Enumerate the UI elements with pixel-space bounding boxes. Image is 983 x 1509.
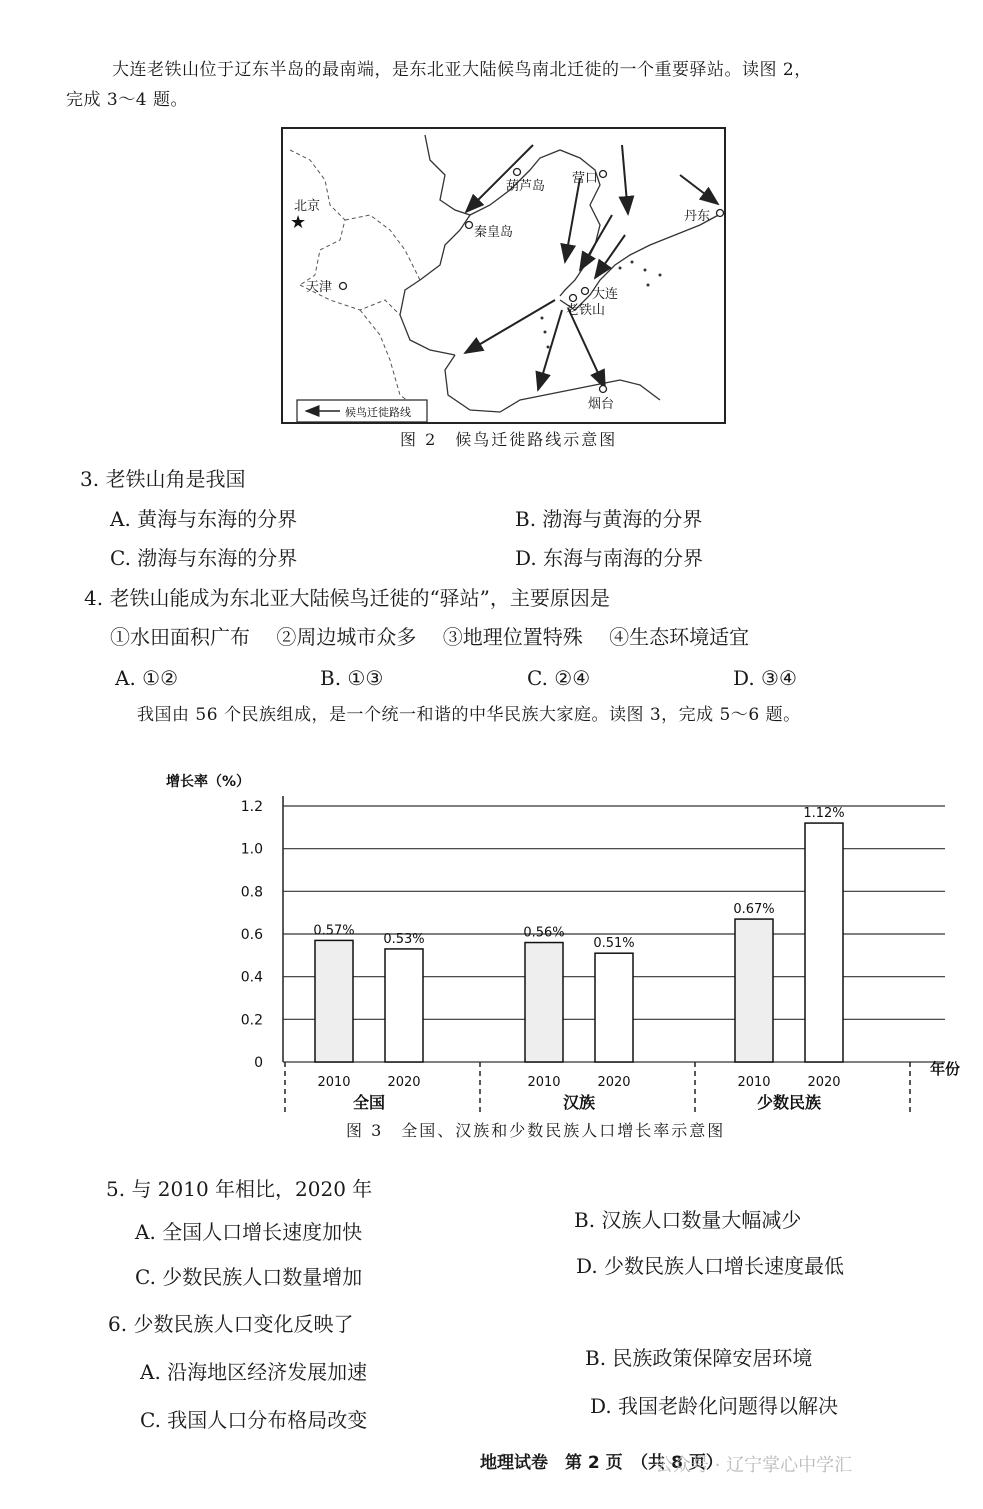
question-5-option-b[interactable]: B. 汉族人口数量大幅减少 bbox=[574, 1208, 802, 1232]
capital-star-icon: ★ bbox=[290, 212, 307, 233]
map-label-laotieshan: 老铁山 bbox=[566, 303, 606, 318]
y-tick-label: 0 bbox=[254, 1055, 263, 1071]
question-4-option-d[interactable]: D. ③④ bbox=[733, 666, 797, 690]
bar-少数民族-2020 bbox=[805, 823, 843, 1062]
bar-全国-2020 bbox=[385, 949, 423, 1062]
y-tick-label: 1.2 bbox=[240, 799, 263, 815]
question-3-stem: 3. 老铁山角是我国 bbox=[80, 467, 246, 491]
bar-汉族-2020 bbox=[595, 953, 633, 1062]
x-axis-title: 年份 bbox=[930, 1060, 961, 1078]
question-4-items: ①水田面积广布 ②周边城市众多 ③地理位置特殊 ④生态环境适宜 bbox=[110, 625, 750, 649]
data-label: 0.56% bbox=[523, 925, 565, 941]
figure3-caption: 图 3 全国、汉族和少数民族人口增长率示意图 bbox=[346, 1121, 726, 1140]
map-label-beijing: 北京 bbox=[294, 199, 321, 214]
x-tick-label: 2010 bbox=[527, 1075, 561, 1090]
question-4-stem: 4. 老铁山能成为东北亚大陆候鸟迁徙的“驿站”，主要原因是 bbox=[84, 586, 610, 610]
page-footer: 地理试卷 第 2 页 （共 8 页） bbox=[480, 1453, 723, 1473]
y-tick-label: 0.8 bbox=[240, 884, 263, 901]
map-label-huludao: 葫芦岛 bbox=[506, 179, 546, 194]
figure2-caption: 图 2 候鸟迁徙路线示意图 bbox=[400, 430, 618, 449]
y-tick-label: 0.6 bbox=[240, 927, 263, 943]
data-label: 0.53% bbox=[383, 931, 425, 947]
question-5-option-c[interactable]: C. 少数民族人口数量增加 bbox=[135, 1265, 363, 1289]
map-label-qinhuangdao: 秦皇岛 bbox=[474, 225, 514, 240]
map-label-dalian: 大连 bbox=[592, 287, 619, 302]
question-6-option-a[interactable]: A. 沿海地区经济发展加速 bbox=[140, 1360, 368, 1384]
intro-paragraph-line2: 完成 3～4 题。 bbox=[66, 90, 188, 110]
x-tick-label: 2020 bbox=[597, 1075, 631, 1090]
bar-全国-2010 bbox=[315, 940, 353, 1062]
question-5-stem: 5. 与 2010 年相比，2020 年 bbox=[106, 1177, 373, 1201]
question-5-option-d[interactable]: D. 少数民族人口增长速度最低 bbox=[576, 1254, 845, 1278]
data-label: 0.51% bbox=[593, 936, 635, 952]
question-4-option-a[interactable]: A. ①② bbox=[115, 666, 179, 690]
question-3-option-b[interactable]: B. 渤海与黄海的分界 bbox=[515, 507, 703, 531]
map-label-tianjin: 天津 bbox=[306, 280, 333, 295]
map-label-yingkou: 营口 bbox=[572, 171, 599, 186]
group-label: 汉族 bbox=[562, 1093, 596, 1112]
question-6-option-c[interactable]: C. 我国人口分布格局改变 bbox=[140, 1408, 368, 1432]
y-tick-label: 0.4 bbox=[240, 969, 263, 986]
intro2-paragraph: 我国由 56 个民族组成，是一个统一和谐的中华民族大家庭。读图 3，完成 5～6 题。 bbox=[137, 705, 801, 725]
map-label-yantai: 烟台 bbox=[588, 397, 615, 412]
intro-paragraph-line1: 大连老铁山位于辽东半岛的最南端，是东北亚大陆候鸟南北迁徙的一个重要驿站。读图 2， bbox=[112, 60, 812, 80]
population-growth-chart bbox=[0, 760, 983, 1140]
question-6-stem: 6. 少数民族人口变化反映了 bbox=[108, 1312, 354, 1336]
bar-汉族-2010 bbox=[525, 943, 563, 1062]
group-label: 少数民族 bbox=[756, 1093, 822, 1112]
x-tick-label: 2020 bbox=[807, 1075, 841, 1090]
question-6-option-b[interactable]: B. 民族政策保障安居环境 bbox=[585, 1346, 813, 1370]
y-axis-title: 增长率（%） bbox=[166, 774, 251, 790]
x-tick-label: 2010 bbox=[317, 1075, 351, 1090]
watermark: 公众号 · 辽宁掌心中学汇 bbox=[655, 1455, 853, 1476]
map-label-dandong: 丹东 bbox=[684, 209, 711, 224]
group-label: 全国 bbox=[352, 1093, 386, 1112]
question-3-option-d[interactable]: D. 东海与南海的分界 bbox=[515, 546, 704, 570]
map-frame bbox=[282, 128, 725, 423]
data-label: 1.12% bbox=[803, 806, 845, 822]
map-legend-label: 候鸟迁徙路线 bbox=[345, 406, 411, 419]
data-label: 0.57% bbox=[313, 923, 355, 939]
y-tick-label: 1.0 bbox=[240, 841, 263, 858]
bar-少数民族-2010 bbox=[735, 919, 773, 1062]
data-label: 0.67% bbox=[733, 902, 775, 918]
question-6-option-d[interactable]: D. 我国老龄化问题得以解决 bbox=[590, 1394, 839, 1418]
question-4-option-b[interactable]: B. ①③ bbox=[320, 666, 384, 690]
question-3-option-a[interactable]: A. 黄海与东海的分界 bbox=[110, 507, 298, 531]
y-tick-label: 0.2 bbox=[240, 1012, 263, 1029]
question-4-option-c[interactable]: C. ②④ bbox=[527, 666, 591, 690]
question-3-option-c[interactable]: C. 渤海与东海的分界 bbox=[110, 546, 298, 570]
x-tick-label: 2020 bbox=[387, 1075, 421, 1090]
question-5-option-a[interactable]: A. 全国人口增长速度加快 bbox=[135, 1220, 363, 1244]
migration-map bbox=[0, 110, 983, 570]
x-tick-label: 2010 bbox=[737, 1075, 771, 1090]
